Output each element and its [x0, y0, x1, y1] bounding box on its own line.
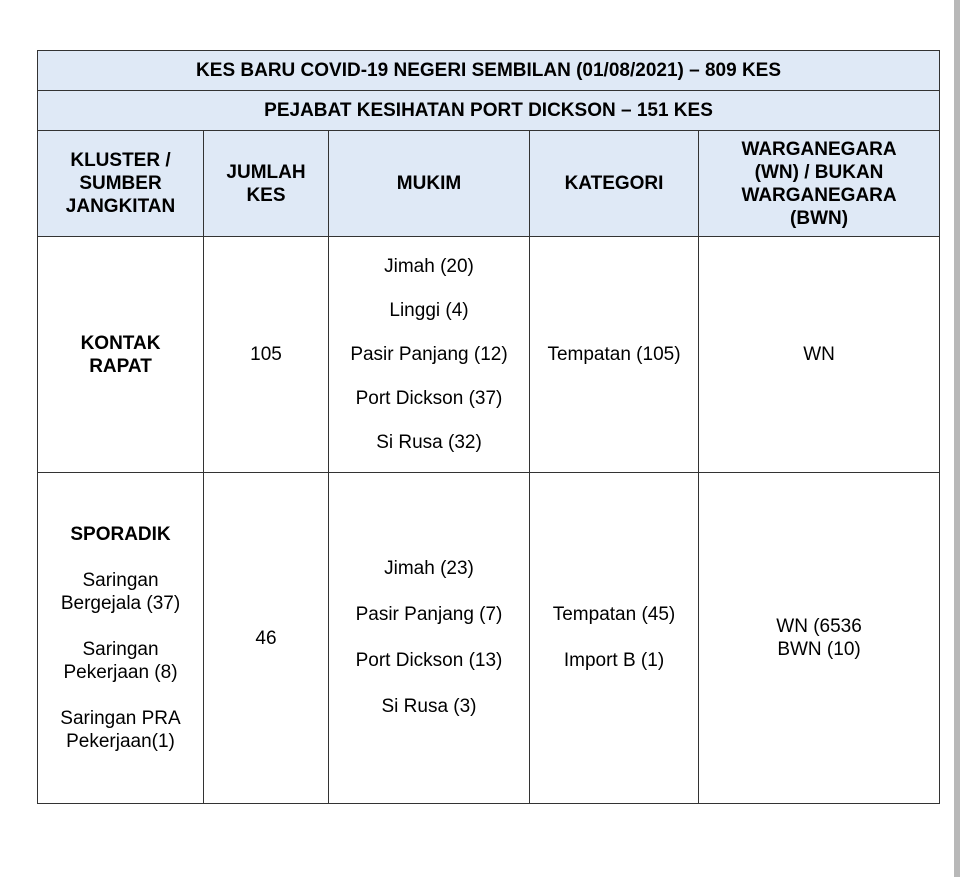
- page-edge: [954, 0, 960, 877]
- table-title: KES BARU COVID-19 NEGERI SEMBILAN (01/08/2021) – 809 KES: [38, 51, 940, 91]
- cell-mukim: Jimah (23) Pasir Panjang (7) Port Dickson (13) Si Rusa (3): [329, 473, 530, 804]
- header-jumlah: JUMLAH KES: [204, 131, 329, 237]
- cell-kluster: [38, 473, 204, 804]
- cell-warganegara: WN: [699, 237, 940, 473]
- header-kluster: KLUSTER / SUMBER JANGKITAN: [38, 131, 204, 237]
- cell-jumlah: 46: [204, 473, 329, 804]
- covid-cases-table: [37, 50, 940, 804]
- header-kategori: KATEGORI: [530, 131, 699, 237]
- table-subtitle: PEJABAT KESIHATAN PORT DICKSON – 151 KES: [38, 91, 940, 131]
- kluster-item: Saringan Pekerjaan (8): [63, 639, 178, 683]
- table-row: [38, 473, 940, 804]
- column-header-row: [38, 131, 940, 237]
- cell-warganegara: WN (6536 BWN (10): [699, 473, 940, 804]
- sporadik-label: SPORADIK: [70, 524, 171, 545]
- cell-kategori: Tempatan (105): [530, 237, 699, 473]
- cell-kategori: Tempatan (45) Import B (1): [530, 473, 699, 804]
- subtitle-row: [38, 91, 940, 131]
- kluster-item: Saringan Bergejala (37): [60, 570, 181, 614]
- cell-mukim: Jimah (20) Linggi (4) Pasir Panjang (12) Port Dickson (37) Si Rusa (32): [329, 237, 530, 473]
- cell-jumlah: 105: [204, 237, 329, 473]
- kluster-item: Saringan PRA Pekerjaan(1): [60, 708, 181, 752]
- header-mukim: MUKIM: [329, 131, 530, 237]
- title-row: [38, 51, 940, 91]
- header-warganegara: WARGANEGARA (WN) / BUKAN WARGANEGARA (BWN): [699, 131, 940, 237]
- cell-kluster: KONTAK RAPAT: [38, 237, 204, 473]
- table-row: [38, 237, 940, 473]
